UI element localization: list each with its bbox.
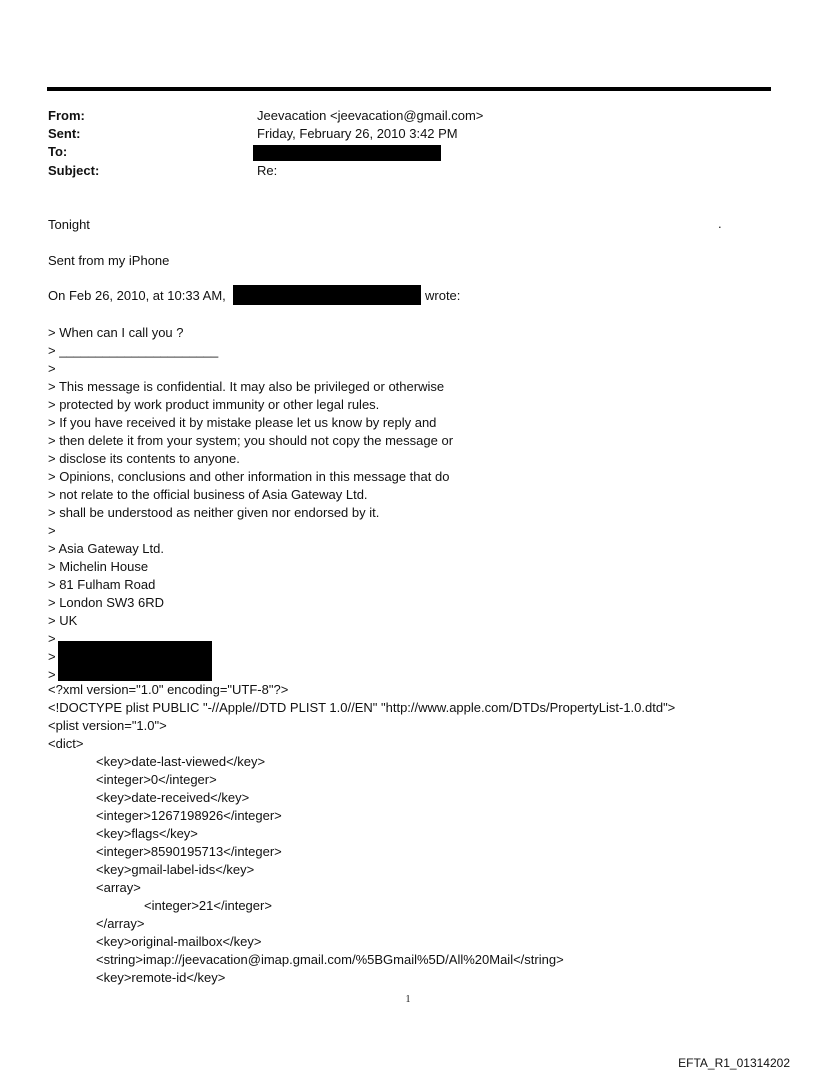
xml-line: <key>gmail-label-ids</key> bbox=[96, 862, 255, 877]
quoted-line: > not relate to the official business of Asia Gateway Ltd. bbox=[48, 487, 368, 502]
xml-line: <key>date-received</key> bbox=[96, 790, 250, 805]
bates-number: EFTA_R1_01314202 bbox=[678, 1056, 790, 1070]
xml-line: <key>flags</key> bbox=[96, 826, 198, 841]
subject-value: Re: bbox=[257, 163, 278, 178]
xml-line: <key>remote-id</key> bbox=[96, 970, 226, 985]
xml-line: <string>imap://jeevacation@imap.gmail.com/%5BGmail%5D/All%20Mail</string> bbox=[96, 952, 564, 967]
from-value: Jeevacation <jeevacation@gmail.com> bbox=[257, 108, 484, 123]
quote-intro-prefix: On Feb 26, 2010, at 10:33 AM, bbox=[48, 288, 226, 303]
quoted-line: > UK bbox=[48, 613, 78, 628]
body-signature: Sent from my iPhone bbox=[48, 253, 170, 268]
page-number: 1 bbox=[405, 994, 411, 1005]
subject-label: Subject: bbox=[48, 163, 100, 178]
sent-label: Sent: bbox=[48, 126, 81, 141]
quoted-line: > 81 Fulham Road bbox=[48, 577, 156, 592]
quoted-line: > protected by work product immunity or other legal rules. bbox=[48, 397, 380, 412]
stray-dot: . bbox=[718, 216, 722, 231]
quoted-line: > Opinions, conclusions and other information in this message that do bbox=[48, 469, 450, 484]
xml-line: </array> bbox=[96, 916, 145, 931]
xml-line: <!DOCTYPE plist PUBLIC "-//Apple//DTD PLIST 1.0//EN" "http://www.apple.com/DTDs/PropertyList-1.0.dtd"> bbox=[48, 700, 676, 715]
xml-line: <key>date-last-viewed</key> bbox=[96, 754, 266, 769]
xml-line: <plist version="1.0"> bbox=[48, 718, 167, 733]
quoted-line: > Asia Gateway Ltd. bbox=[48, 541, 164, 556]
from-label: From: bbox=[48, 108, 85, 123]
quoted-line: > shall be understood as neither given nor endorsed by it. bbox=[48, 505, 380, 520]
xml-line: <integer>0</integer> bbox=[96, 772, 217, 787]
header-rule bbox=[47, 87, 771, 91]
xml-line: <array> bbox=[96, 880, 141, 895]
quote-intro-suffix: wrote: bbox=[425, 288, 461, 303]
quoted-line: > bbox=[48, 667, 56, 682]
quoted-line: > disclose its contents to anyone. bbox=[48, 451, 240, 466]
quoted-line: > This message is confidential. It may also be privileged or otherwise bbox=[48, 379, 445, 394]
xml-line: <integer>8590195713</integer> bbox=[96, 844, 282, 859]
quoted-line: > bbox=[48, 361, 56, 376]
quoted-line: > bbox=[48, 649, 56, 664]
xml-line: <key>original-mailbox</key> bbox=[96, 934, 262, 949]
quoted-line: > If you have received it by mistake please let us know by reply and bbox=[48, 415, 437, 430]
xml-line: <integer>21</integer> bbox=[144, 898, 272, 913]
body-tonight: Tonight bbox=[48, 217, 90, 232]
quoted-line: > then delete it from your system; you should not copy the message or bbox=[48, 433, 454, 448]
xml-line: <dict> bbox=[48, 736, 84, 751]
sent-value: Friday, February 26, 2010 3:42 PM bbox=[257, 126, 458, 141]
quoted-line: > When can I call you ? bbox=[48, 325, 184, 340]
to-redaction bbox=[253, 145, 441, 161]
quoted-line: > bbox=[48, 631, 56, 646]
quoted-signature-redaction bbox=[58, 641, 212, 681]
sender-redaction bbox=[233, 285, 421, 305]
quoted-line: > bbox=[48, 523, 56, 538]
quoted-line: > London SW3 6RD bbox=[48, 595, 164, 610]
xml-line: <?xml version="1.0" encoding="UTF-8"?> bbox=[48, 682, 289, 697]
quoted-line: > ______________________ bbox=[48, 343, 219, 358]
quoted-line: > Michelin House bbox=[48, 559, 149, 574]
xml-line: <integer>1267198926</integer> bbox=[96, 808, 282, 823]
to-label: To: bbox=[48, 144, 68, 159]
